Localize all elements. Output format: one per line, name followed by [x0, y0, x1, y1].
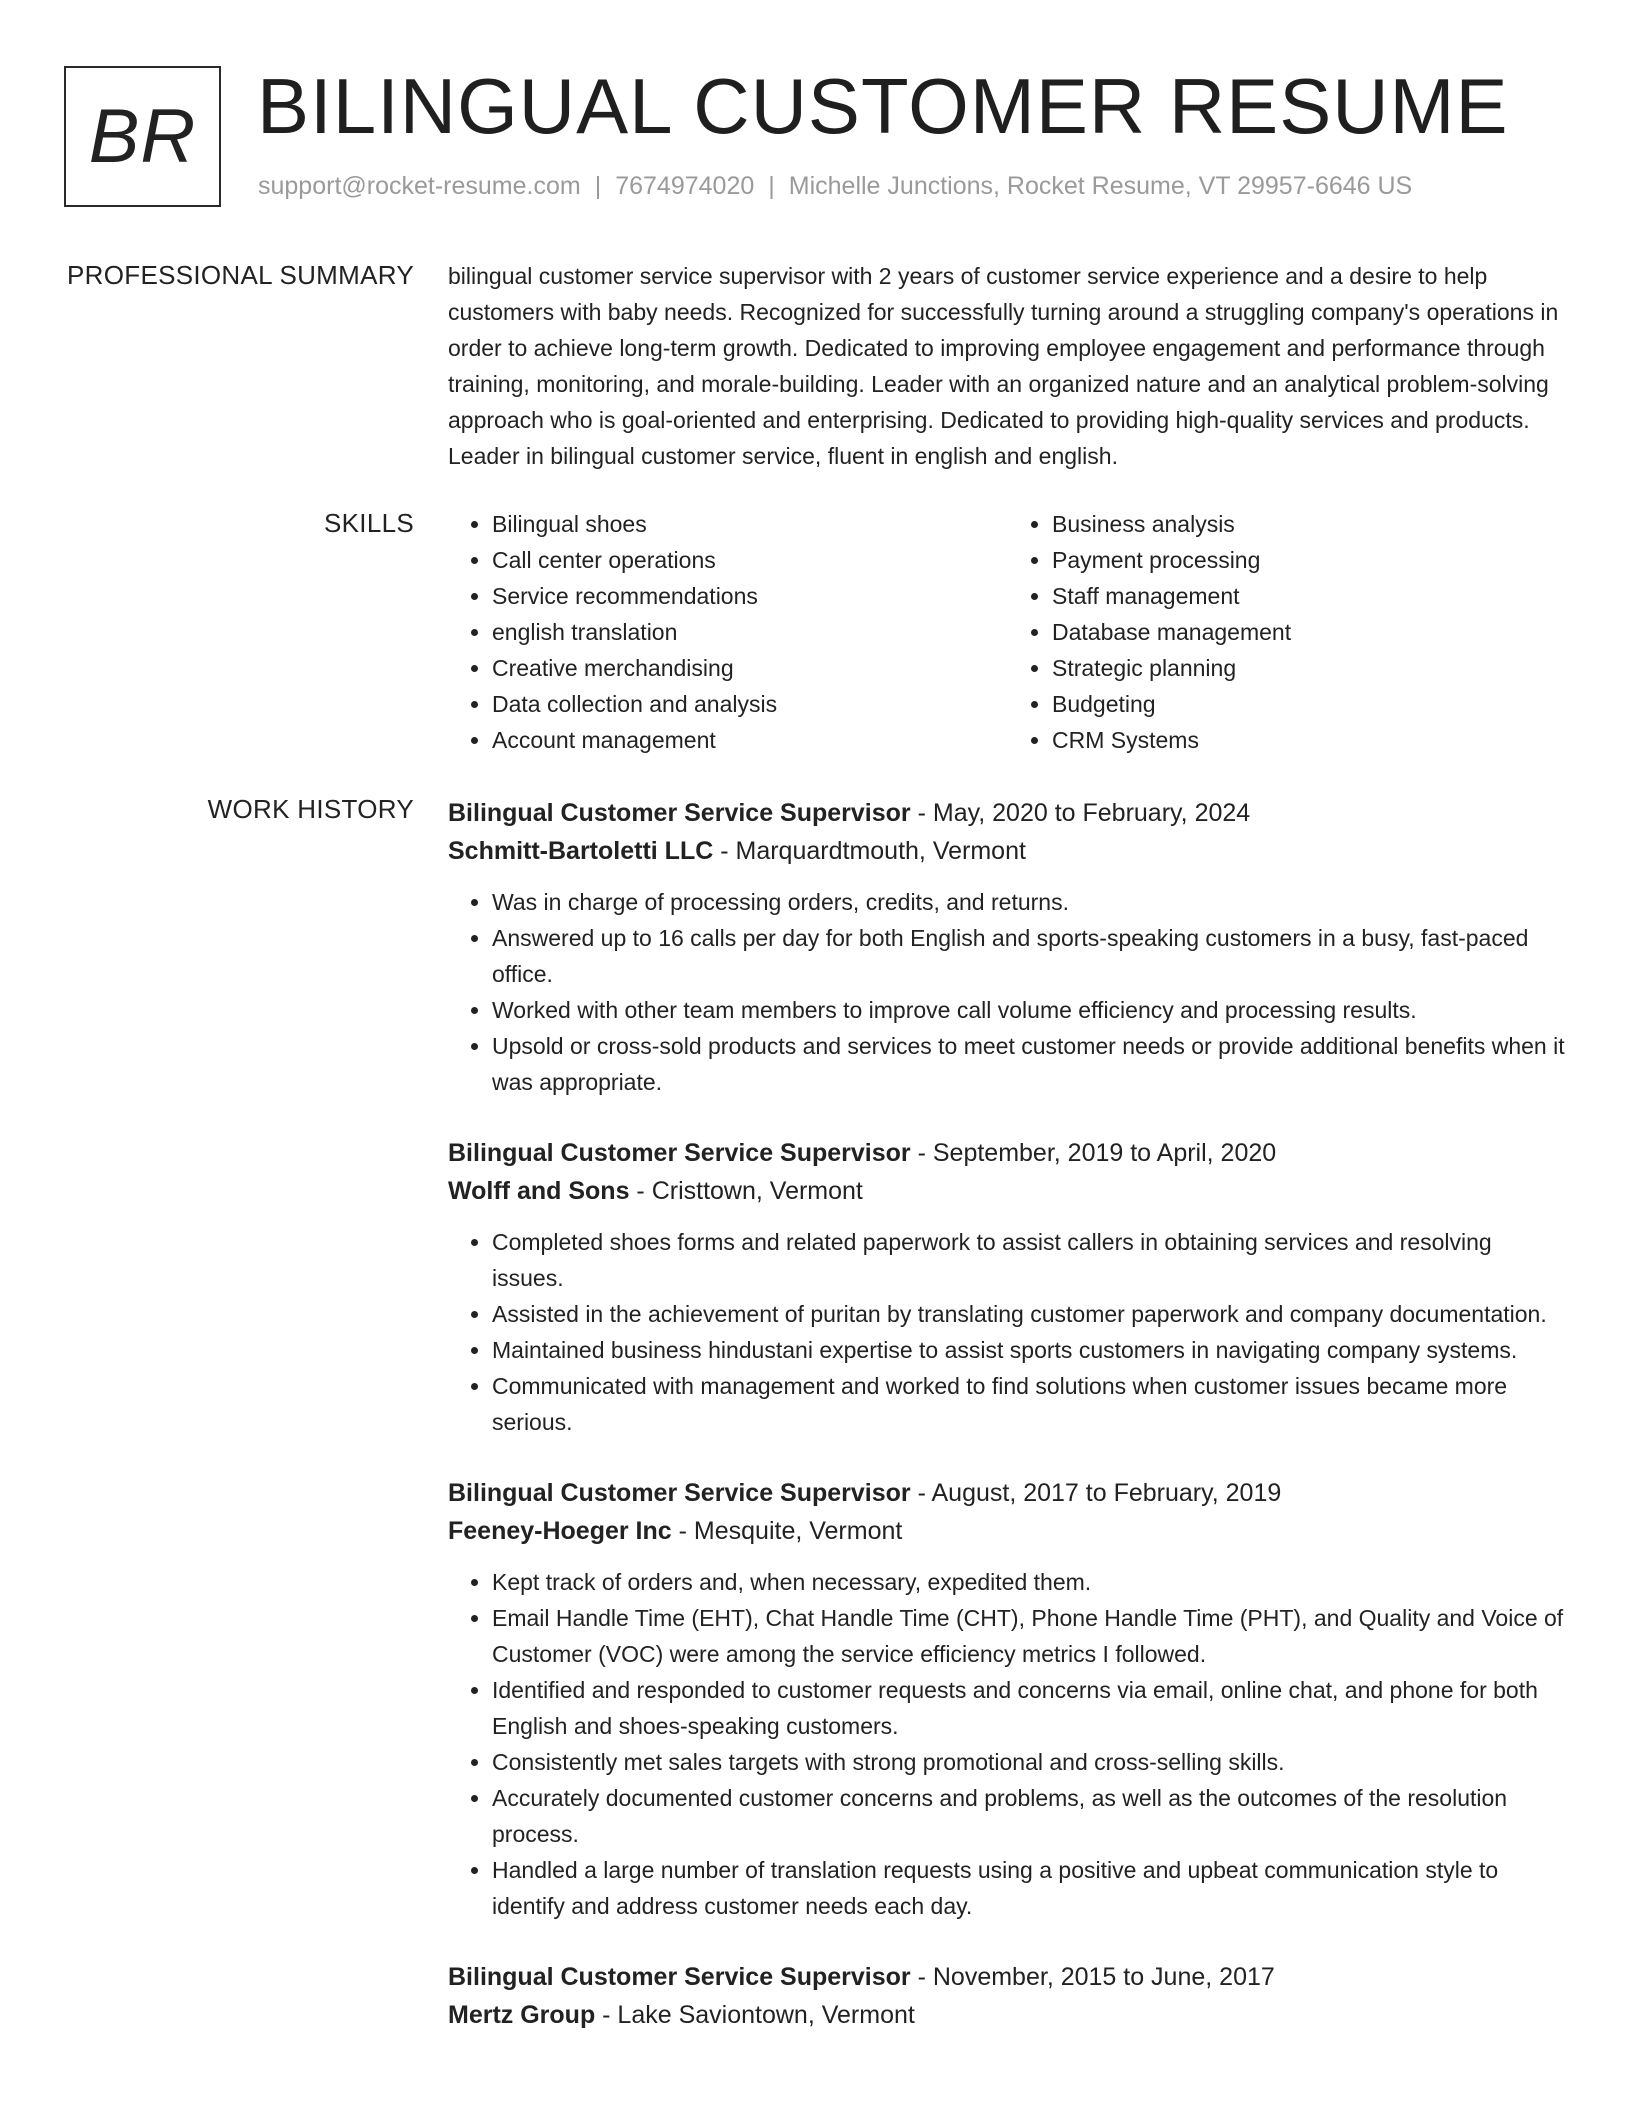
section-label-work-history: WORK HISTORY [207, 794, 414, 824]
resume-title: BILINGUAL CUSTOMER RESUME [257, 62, 1509, 150]
job-dates: - November, 2015 to June, 2017 [910, 1963, 1275, 1991]
skill-item: • Payment processing [1052, 542, 1568, 578]
job-bullet: • Communicated with management and worked to find solutions when customer issues became more serious. [492, 1368, 1568, 1440]
job-bullets [448, 884, 1568, 1100]
skill-item: • Staff management [1052, 578, 1568, 614]
skill-item: • Service recommendations [492, 578, 1008, 614]
contact-email[interactable]: support@rocket-resume.com [258, 172, 581, 200]
job-company: Feeney-Hoeger Inc [448, 1517, 672, 1545]
job-company-line [448, 1996, 1568, 2034]
skill-item: • Account management [492, 722, 1008, 758]
job-bullet: • Identified and responded to customer requests and concerns via email, online chat, and phone for both English and shoes-speaking customers. [492, 1672, 1568, 1744]
skill-item: • Data collection and analysis [492, 686, 1008, 722]
job-bullet: • Worked with other team members to improve call volume efficiency and processing results. [492, 992, 1568, 1028]
job-location: - Cristtown, Vermont [629, 1177, 863, 1205]
job-bullets [448, 1564, 1568, 1924]
job-location: - Lake Saviontown, Vermont [595, 2001, 915, 2029]
job-entry [448, 1958, 1568, 2034]
skill-item: • Creative merchandising [492, 650, 1008, 686]
job-title-line [448, 1474, 1568, 1512]
job-title: Bilingual Customer Service Supervisor [448, 1479, 911, 1507]
job-bullet: • Consistently met sales targets with strong promotional and cross-selling skills. [492, 1744, 1568, 1780]
job-bullet: • Completed shoes forms and related paperwork to assist callers in obtaining services and resolving issues. [492, 1224, 1568, 1296]
job-entry [448, 794, 1568, 1100]
job-company: Wolff and Sons [448, 1177, 630, 1205]
contact-separator: | [768, 172, 775, 200]
skill-item: • Call center operations [492, 542, 1008, 578]
job-location: - Marquardtmouth, Vermont [713, 837, 1026, 865]
job-title-line [448, 794, 1568, 832]
contact-separator: | [594, 172, 602, 200]
job-bullets [448, 1224, 1568, 1440]
job-bullet: • Answered up to 16 calls per day for both English and sports-speaking customers in a busy, fast-paced office. [492, 920, 1568, 992]
job-company: Schmitt-Bartoletti LLC [448, 837, 714, 865]
job-company-line [448, 1512, 1568, 1550]
summary-text: bilingual customer service supervisor with 2 years of customer service experience and a desire to help customers with baby needs. Recognized for successfully turning around a struggling company's operations in order to achieve long-term growth. Dedicated to improving employee engagement and performance through training, monitoring, and morale-building. Leader with an organized nature and an analytical problem-solving approach who is goal-oriented and enterprising. Dedicated to providing high-quality services and products. Leader in bilingual customer service, fluent in english and english. [448, 263, 1559, 469]
skill-item: • CRM Systems [1052, 722, 1568, 758]
job-entry [448, 1474, 1568, 1924]
contact-address: Michelle Junctions, Rocket Resume, VT 29957-6646 US [788, 172, 1413, 200]
contact-phone[interactable]: 7674974020 [615, 172, 755, 200]
job-bullet: • Kept track of orders and, when necessary, expedited them. [492, 1564, 1568, 1600]
job-bullet: • Upsold or cross-sold products and services to meet customer needs or provide additional benefits when it was appropriate. [492, 1028, 1568, 1100]
summary-body [448, 258, 1568, 474]
job-bullet: • Handled a large number of translation requests using a positive and upbeat communication style to identify and address customer needs each day. [492, 1852, 1568, 1924]
job-bullet: • Maintained business hindustani expertise to assist sports customers in navigating company systems. [492, 1332, 1568, 1368]
skill-item: • Budgeting [1052, 686, 1568, 722]
job-bullet: • Email Handle Time (EHT), Chat Handle Time (CHT), Phone Handle Time (PHT), and Quality and Voice of Customer (VOC) were among the service efficiency metrics I followed. [492, 1600, 1568, 1672]
job-title: Bilingual Customer Service Supervisor [448, 1963, 911, 1991]
skills-columns [448, 506, 1568, 758]
skill-item: • english translation [492, 614, 1008, 650]
job-bullet: • Was in charge of processing orders, credits, and returns. [492, 884, 1568, 920]
job-bullet: • Assisted in the achievement of puritan by translating customer paperwork and company documentation. [492, 1296, 1568, 1332]
work-history-body [448, 794, 1568, 2068]
skill-item: • Business analysis [1052, 506, 1568, 542]
skills-body [448, 506, 1568, 758]
job-dates: - May, 2020 to February, 2024 [910, 799, 1251, 827]
resume-header [64, 62, 1568, 216]
section-label-summary: PROFESSIONAL SUMMARY [67, 260, 414, 290]
job-title: Bilingual Customer Service Supervisor [448, 799, 911, 827]
skill-item: • Bilingual shoes [492, 506, 1008, 542]
job-entry [448, 1134, 1568, 1440]
monogram-badge: BR [64, 66, 221, 207]
contact-line [258, 172, 1412, 201]
skills-list-left [448, 506, 1008, 758]
job-company: Mertz Group [448, 2001, 596, 2029]
job-location: - Mesquite, Vermont [671, 1517, 903, 1545]
job-bullet: • Accurately documented customer concerns and problems, as well as the outcomes of the resolution process. [492, 1780, 1568, 1852]
job-dates: - August, 2017 to February, 2019 [910, 1479, 1282, 1507]
job-title-line [448, 1134, 1568, 1172]
job-dates: - September, 2019 to April, 2020 [910, 1139, 1277, 1167]
job-company-line [448, 1172, 1568, 1210]
skills-list-right [1008, 506, 1568, 758]
job-title: Bilingual Customer Service Supervisor [448, 1139, 911, 1167]
skill-item: • Database management [1052, 614, 1568, 650]
skill-item: • Strategic planning [1052, 650, 1568, 686]
job-company-line [448, 832, 1568, 870]
job-title-line [448, 1958, 1568, 1996]
section-label-skills: SKILLS [324, 508, 414, 538]
